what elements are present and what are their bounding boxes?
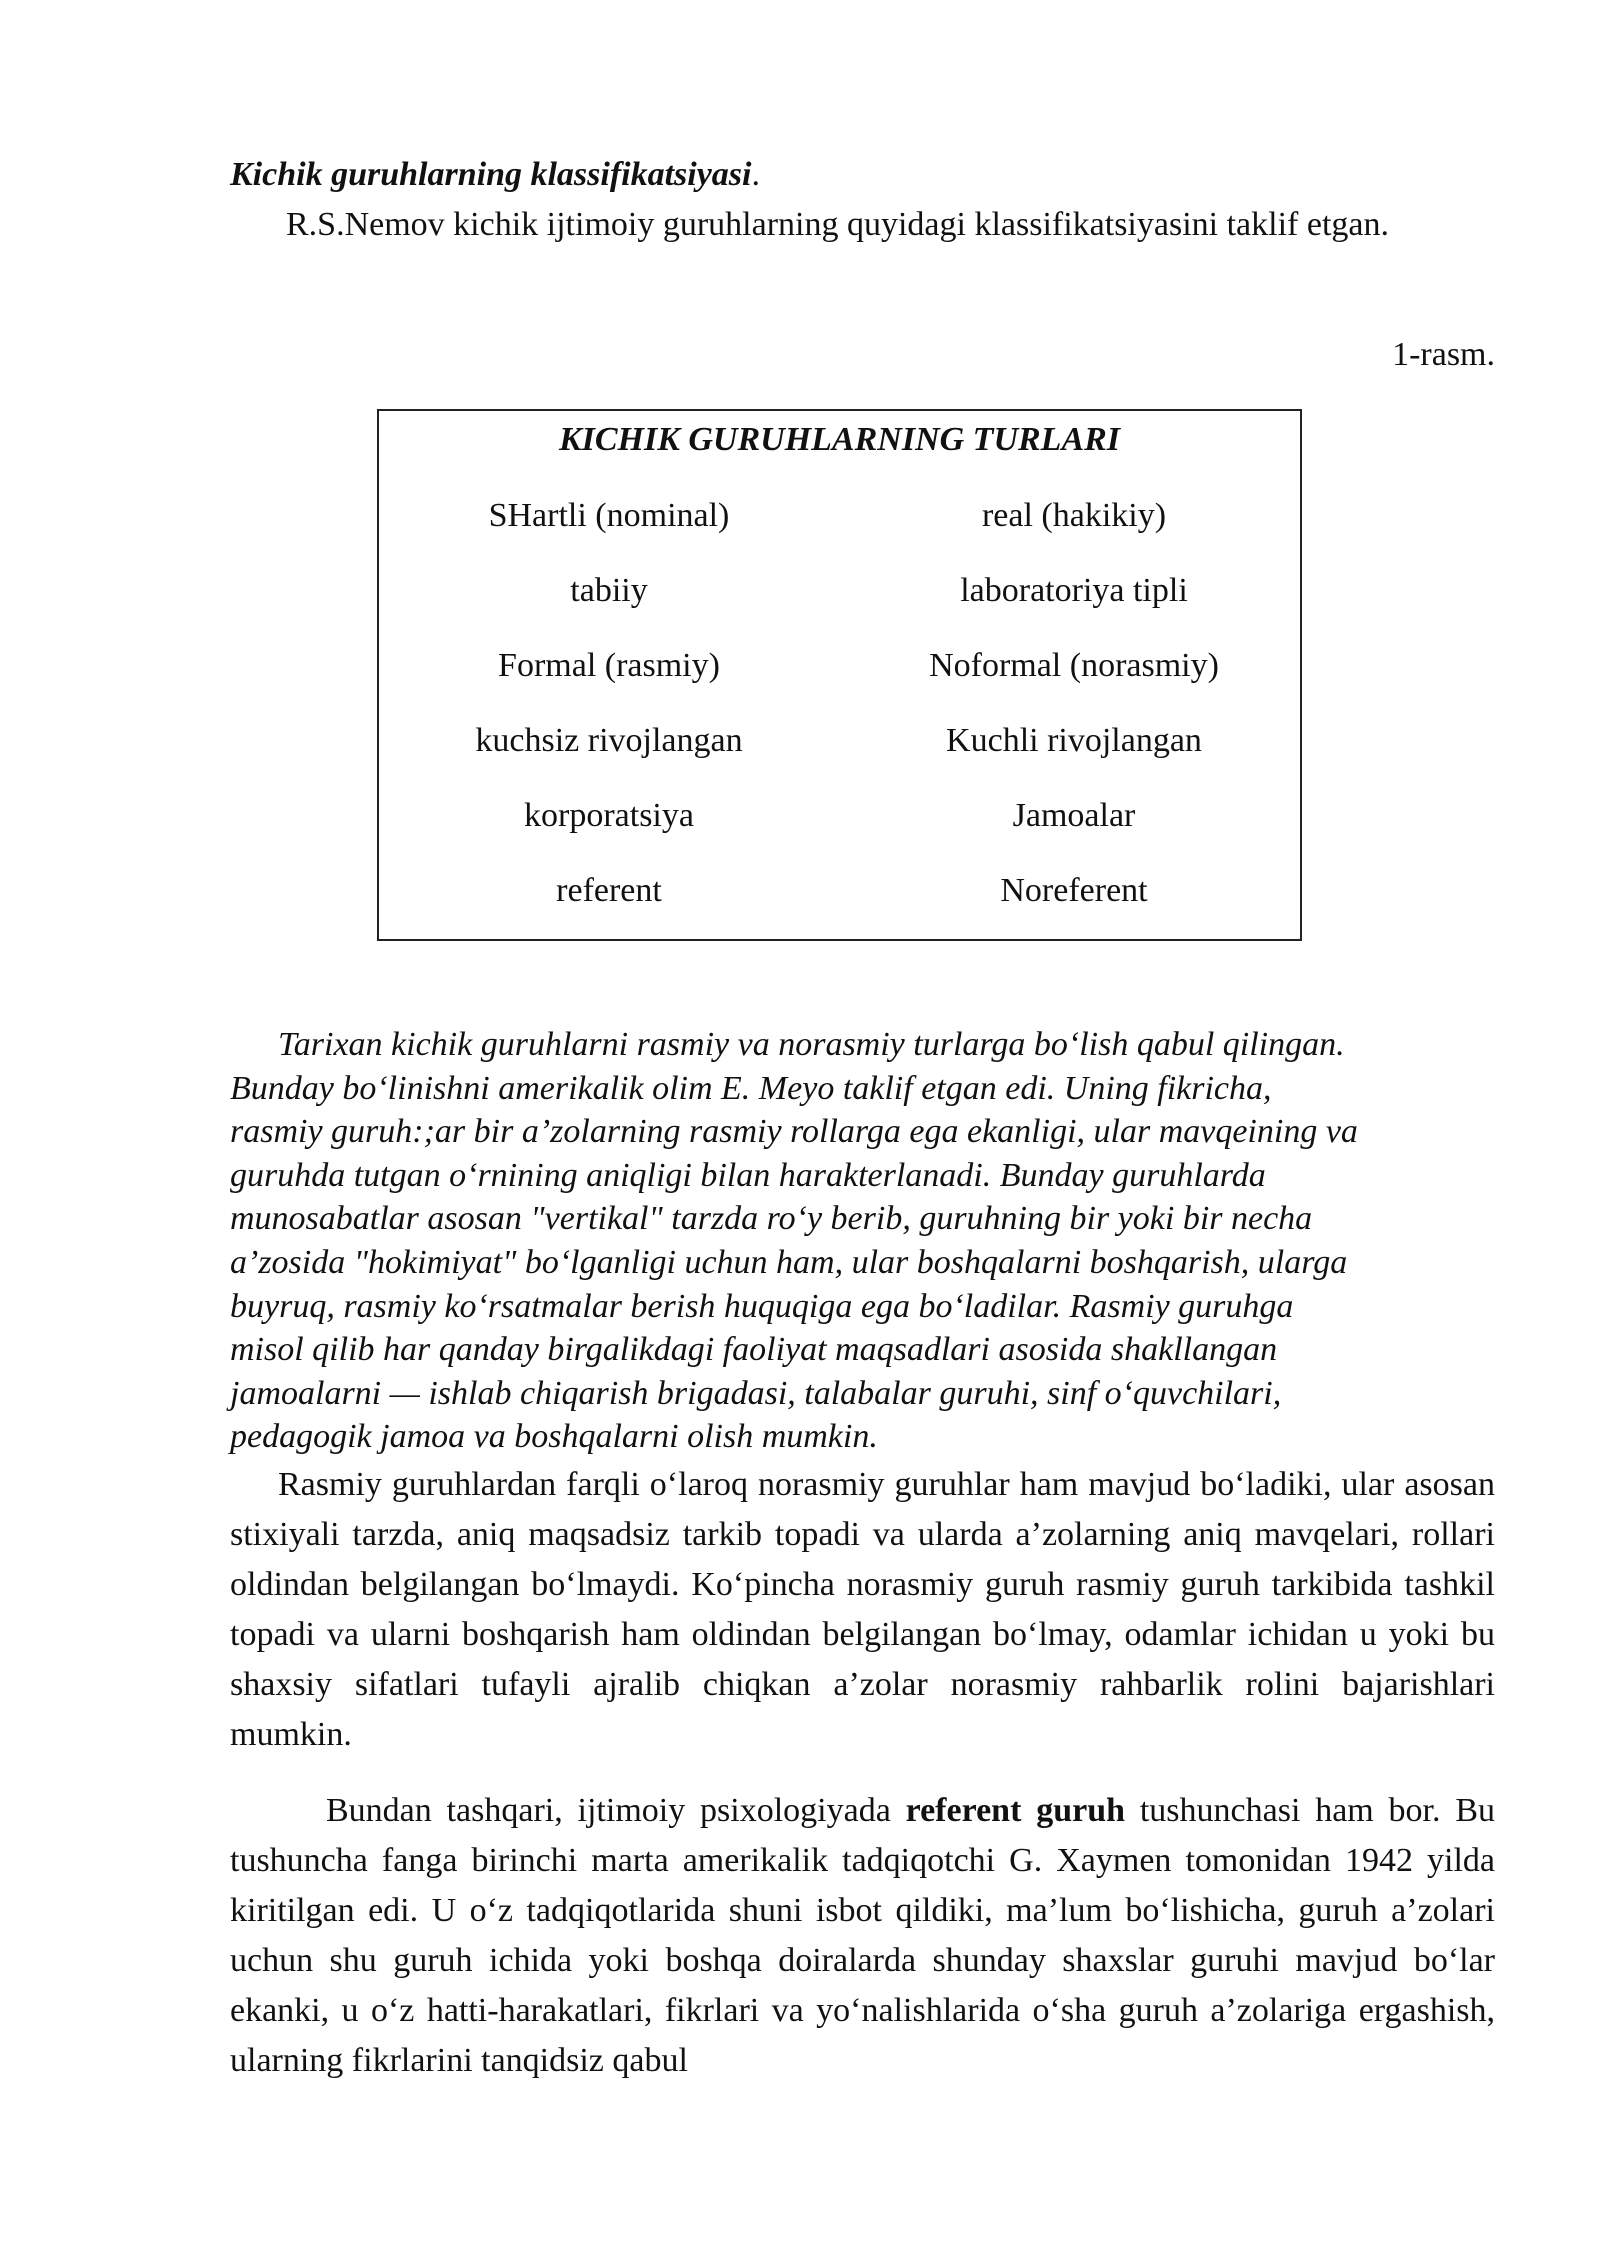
table-cell-left: referent xyxy=(556,872,662,909)
heading-punct: . xyxy=(751,156,760,193)
table-cell-right: real (hakikiy) xyxy=(981,497,1167,534)
table-cell-right: laboratoriya tipli xyxy=(960,572,1188,609)
intro-paragraph: R.S.Nemov kichik ijtimoiy guruhlarning quyidagi klassifikatsiyasini taklif etgan. xyxy=(286,206,1389,243)
table-row xyxy=(379,866,1300,916)
italic-line: jamoalarni — ishlab chiqarish brigadasi, talabalar guruhi, sinf o‘quvchilari, xyxy=(230,1374,1282,1412)
table-cell-left: tabiiy xyxy=(570,572,648,609)
italic-line: a’zosida "hokimiyat" bo‘lganligi uchun ham, ular boshqalarni boshqarish, ularga xyxy=(230,1243,1348,1281)
table-row xyxy=(379,641,1300,691)
figure-label: 1-rasm. xyxy=(1392,336,1495,373)
table-row xyxy=(379,491,1300,541)
table-row xyxy=(379,566,1300,616)
group-types-table xyxy=(377,409,1302,941)
table-cell-right: Jamoalar xyxy=(1012,797,1136,834)
italic-line: buyruq, rasmiy ko‘rsatmalar berish huquqiga ega bo‘ladilar. Rasmiy guruhga xyxy=(230,1287,1294,1325)
table-cell-left: Formal (rasmiy) xyxy=(498,647,720,684)
table-title: KICHIK GURUHLARNING TURLARI xyxy=(558,421,1121,458)
italic-line: pedagogik jamoa va boshqalarni olish mumkin. xyxy=(230,1418,878,1456)
italic-line: munosabatlar asosan "vertikal" tarzda ro‘y berib, guruhning bir yoki bir necha xyxy=(230,1200,1313,1238)
italic-paragraph xyxy=(230,1023,1495,1459)
table-row xyxy=(379,716,1300,766)
paragraph-text: Bundan tashqari, ijtimoiy psixologiyada xyxy=(326,1792,906,1829)
italic-line: Tarixan kichik guruhlarni rasmiy va norasmiy turlarga bo‘lish qabul qilingan. xyxy=(278,1026,1345,1063)
italic-line: misol qilib har qanday birgalikdagi faoliyat maqsadlari asosida shakllangan xyxy=(230,1331,1278,1369)
italic-line: Bunday bo‘linishni amerikalik olim E. Meyo taklif etgan edi. Uning fikricha, xyxy=(230,1069,1272,1107)
heading-title: Kichik guruhlarning klassifikatsiyasi xyxy=(230,156,752,193)
section-heading xyxy=(230,150,760,200)
table-row xyxy=(379,791,1300,841)
term-referent-guruh: referent guruh xyxy=(905,1792,1126,1829)
italic-line: rasmiy guruh:;ar bir a’zolarning rasmiy rollarga ega ekanligi, ular mavqeining va xyxy=(230,1113,1358,1151)
table-cell-left: kuchsiz rivojlangan xyxy=(475,722,743,759)
table-cell-left: korporatsiya xyxy=(524,797,694,834)
paragraph-text: tushunchasi ham bor. Bu tushuncha fanga birinchi marta amerikalik tadqiqotchi G. Xaymen tomonidan 1942 yilda kiritilgan edi. U o‘z tadqiqotlarida shuni isbot qildiki, ma’lum bo‘lishicha, guruh a’zolari uchun shu guruh ichida yoki boshqa doiralarda shunday shaxslar guruhi mavjud bo‘lar ekanki, u o‘z hatti-harakatlari, fikrlari va yo‘nalishlarida o‘sha guruh a’zolariga ergashish, ularning fikrlarini tanqidsiz qabul xyxy=(230,1792,1496,2079)
paragraph-referent-group xyxy=(230,1786,1495,2086)
table-cell-right: Noreferent xyxy=(1000,872,1148,909)
paragraph-informal-groups: Rasmiy guruhlardan farqli o‘laroq norasmiy guruhlar ham mavjud bo‘ladiki, ular asosan stixiyali tarzda, aniq maqsadsiz tarkib topadi va ularda a’zolarning aniq mavqelari, rollari oldindan belgilangan bo‘lmaydi. Ko‘pincha norasmiy guruh rasmiy guruh tarkibida tashkil topadi va ularni boshqarish ham oldindan belgilangan bo‘lmay, odamlar ichidan u yoki bu shaxsiy sifatlari tufayli ajralib chiqkan a’zolar norasmiy rahbarlik rolini bajarishlari mumkin. xyxy=(230,1466,1495,1753)
table-cell-left: SHartli (nominal) xyxy=(488,497,730,534)
italic-line: guruhda tutgan o‘rnining aniqligi bilan harakterlanadi. Bunday guruhlarda xyxy=(230,1156,1266,1194)
table-cell-right: Noformal (norasmiy) xyxy=(929,647,1219,684)
table-cell-right: Kuchli rivojlangan xyxy=(946,722,1202,759)
